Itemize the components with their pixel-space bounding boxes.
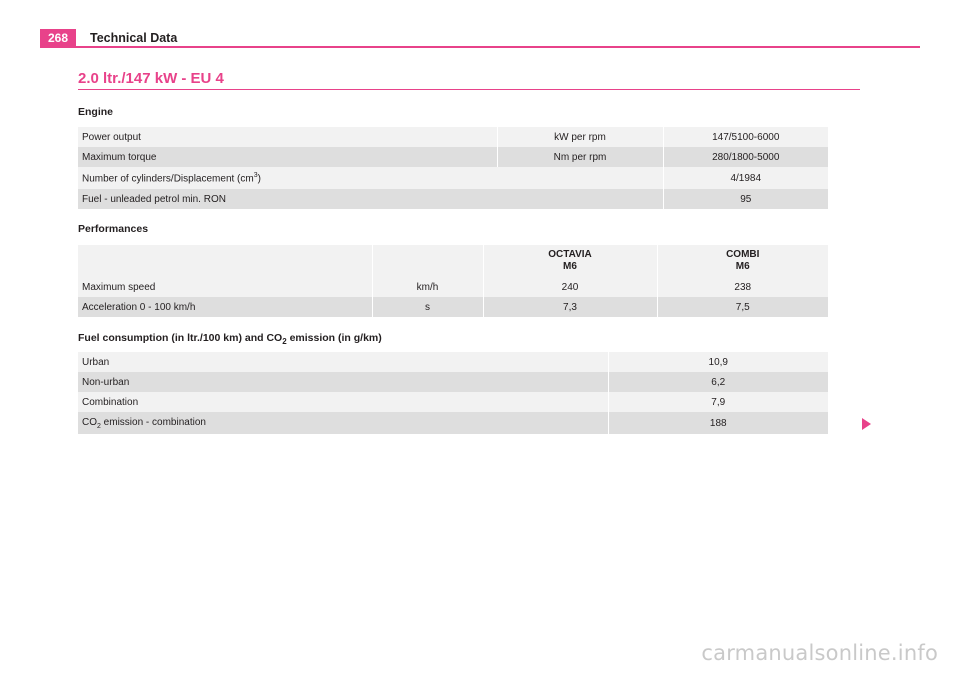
header-cell [372,245,483,277]
table-row [78,277,828,297]
header-cell-octavia [483,245,657,277]
header-line: M6 [735,261,750,272]
table-header-row [78,245,828,277]
header-rule [40,46,920,48]
perf-value: 7,3 [483,297,657,317]
table-row [78,392,828,412]
fuel-value: 7,9 [608,392,828,412]
engine-label: Power output [78,127,497,147]
table-row [78,412,828,434]
table-row [78,297,828,317]
subscript: 2 [97,422,101,430]
next-page-arrow-icon[interactable] [862,418,871,430]
fuel-value: 6,2 [608,372,828,392]
header-line: COMBI [726,249,760,260]
table-row [78,147,828,167]
table-row [78,127,828,147]
label-text: Number of cylinders/Displacement (cm [82,173,254,185]
engine-table [78,127,828,209]
fuel-table [78,352,828,434]
table-row [78,372,828,392]
superscript: 3 [253,171,258,179]
label-text: CO [82,416,97,428]
label-text: emission - combination [100,416,206,428]
performances-heading: Performances [78,223,149,235]
header-line: OCTAVIA [548,249,592,260]
engine-heading: Engine [78,106,114,118]
table-row [78,167,828,189]
engine-value: 4/1984 [663,167,828,189]
section-rule [78,89,860,90]
heading-text: emission (in g/km) [286,332,382,344]
fuel-label: Urban [78,352,608,372]
header-line: M6 [563,261,577,272]
table-row [78,189,828,209]
fuel-label [78,412,608,434]
header-title: Technical Data [90,31,178,45]
perf-value: 240 [483,277,657,297]
fuel-label: Non-urban [78,372,608,392]
fuel-value: 188 [608,412,828,434]
subscript: 2 [282,337,287,347]
engine-label [78,167,663,189]
watermark: carmanualsonline.info [701,641,938,665]
label-text: ) [257,173,261,185]
section-title: 2.0 ltr./147 kW - EU 4 [78,70,224,87]
perf-unit: km/h [372,277,483,297]
fuel-label: Combination [78,392,608,412]
page-number: 268 [40,29,76,47]
engine-label: Fuel - unleaded petrol min. RON [78,189,663,209]
engine-unit: kW per rpm [497,127,663,147]
engine-value: 95 [663,189,828,209]
engine-unit: Nm per rpm [497,147,663,167]
perf-label: Acceleration 0 - 100 km/h [78,297,372,317]
heading-text: Fuel consumption (in ltr./100 km) and CO [78,332,283,344]
fuel-heading [78,332,382,346]
engine-value: 147/5100-6000 [663,127,828,147]
header-cell [78,245,372,277]
header-cell-combi [657,245,828,277]
engine-label: Maximum torque [78,147,497,167]
fuel-value: 10,9 [608,352,828,372]
engine-value: 280/1800-5000 [663,147,828,167]
table-row [78,352,828,372]
perf-label: Maximum speed [78,277,372,297]
perf-value: 238 [657,277,828,297]
perf-value: 7,5 [657,297,828,317]
performances-table [78,245,828,317]
perf-unit: s [372,297,483,317]
